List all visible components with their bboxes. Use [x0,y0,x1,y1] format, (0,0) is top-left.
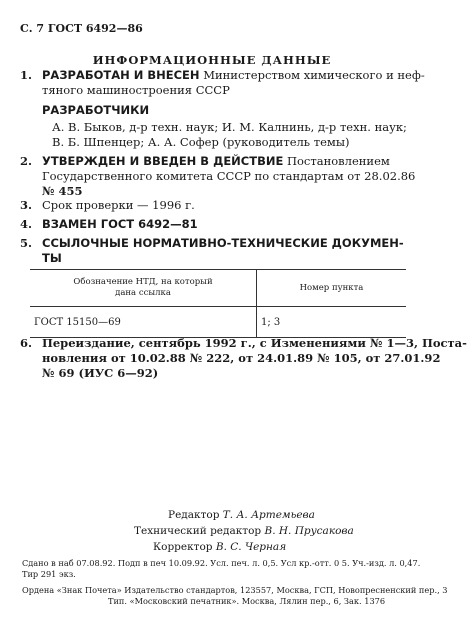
section-body [42,68,425,98]
section-text: тяного машиностроения СССР [42,83,230,97]
section-text: № 69 (ИУС 6—92) [42,366,159,380]
imprint-line: Сдано в наб 07.08.92. Подп в печ 10.09.92. Усл. печ. л. 0,5. Усл кр.-отт. 0 5. Уч.-изд. л. 0,47. [22,558,421,568]
section-text: Переиздание, сентябрь 1992 г., с Изменениями № 1—3, Поста- [42,336,467,350]
section-body [42,336,467,381]
imprint-line: Тир 291 экз. [22,569,76,579]
tech-editor-name: В. Н. Прусакова [264,525,354,537]
table-cell-ntd: ГОСТ 15150—69 [30,307,257,338]
section-heading: РАЗРАБОТАН И ВНЕСЕН [42,68,200,82]
editor-line: Редактор Т. А. Артемьева [168,509,315,521]
section-text: № 455 [42,184,83,198]
section-text: ССЫЛОЧНЫЕ НОРМАТИВНО-ТЕХНИЧЕСКИЕ ДОКУМЕН- [42,236,404,250]
imprint-line: Тип. «Московский печатник». Москва, Лялин пер., 6, Зак. 1376 [108,596,386,606]
section-text: Государственного комитета СССР по стандартам от 28.02.86 [42,169,416,183]
section-text: новления от 10.02.88 № 222, от 24.01.89 № 105, от 27.01.92 [42,351,441,365]
corrector-name: В. С. Черная [215,541,287,553]
section-text: Постановлением [283,154,390,168]
table-header-row [30,270,406,307]
section-text: Министерством химического и неф- [199,68,425,82]
section-body [42,154,416,199]
section-text: Срок проверки — 1996 г. [42,198,195,212]
table-row [30,307,406,338]
developers-line: А. В. Быков, д-р техн. наук; И. М. Калнинь, д-р техн. наук; [52,120,407,134]
section-body [42,236,406,266]
section-number: 5. [20,236,33,250]
section-number: 6. [20,336,33,350]
developers-line: В. Б. Шпенцер; А. А. Софер (руководитель темы) [52,135,350,149]
imprint-line: Ордена «Знак Почета» Издательство стандартов, 123557, Москва, ГСП, Новопресненский пер., 3 [22,585,448,595]
tech-editor-line: Технический редактор В. Н. Прусакова [134,525,354,537]
corrector-line: Корректор В. С. Черная [153,541,287,553]
page-header: С. 7 ГОСТ 6492—86 [20,22,143,35]
reference-table [30,269,406,338]
page-title: ИНФОРМАЦИОННЫЕ ДАННЫЕ [92,53,332,67]
section-number: 4. [20,217,33,231]
table-header-point: Номер пункта [257,270,407,307]
section-number: 3. [20,198,33,212]
table-cell-point: 1; 3 [257,307,407,338]
section-number: 2. [20,154,33,168]
section-text: ВЗАМЕН ГОСТ 6492—81 [42,217,198,231]
section-number: 1. [20,68,33,82]
table-header-ntd: Обозначение НТД, на который дана ссылка [30,270,257,307]
developers-heading: РАЗРАБОТЧИКИ [42,103,150,117]
section-text: ТЫ [42,251,62,265]
section-heading: УТВЕРЖДЕН И ВВЕДЕН В ДЕЙСТВИЕ [42,154,284,168]
editor-name: Т. А. Артемьева [222,509,315,521]
